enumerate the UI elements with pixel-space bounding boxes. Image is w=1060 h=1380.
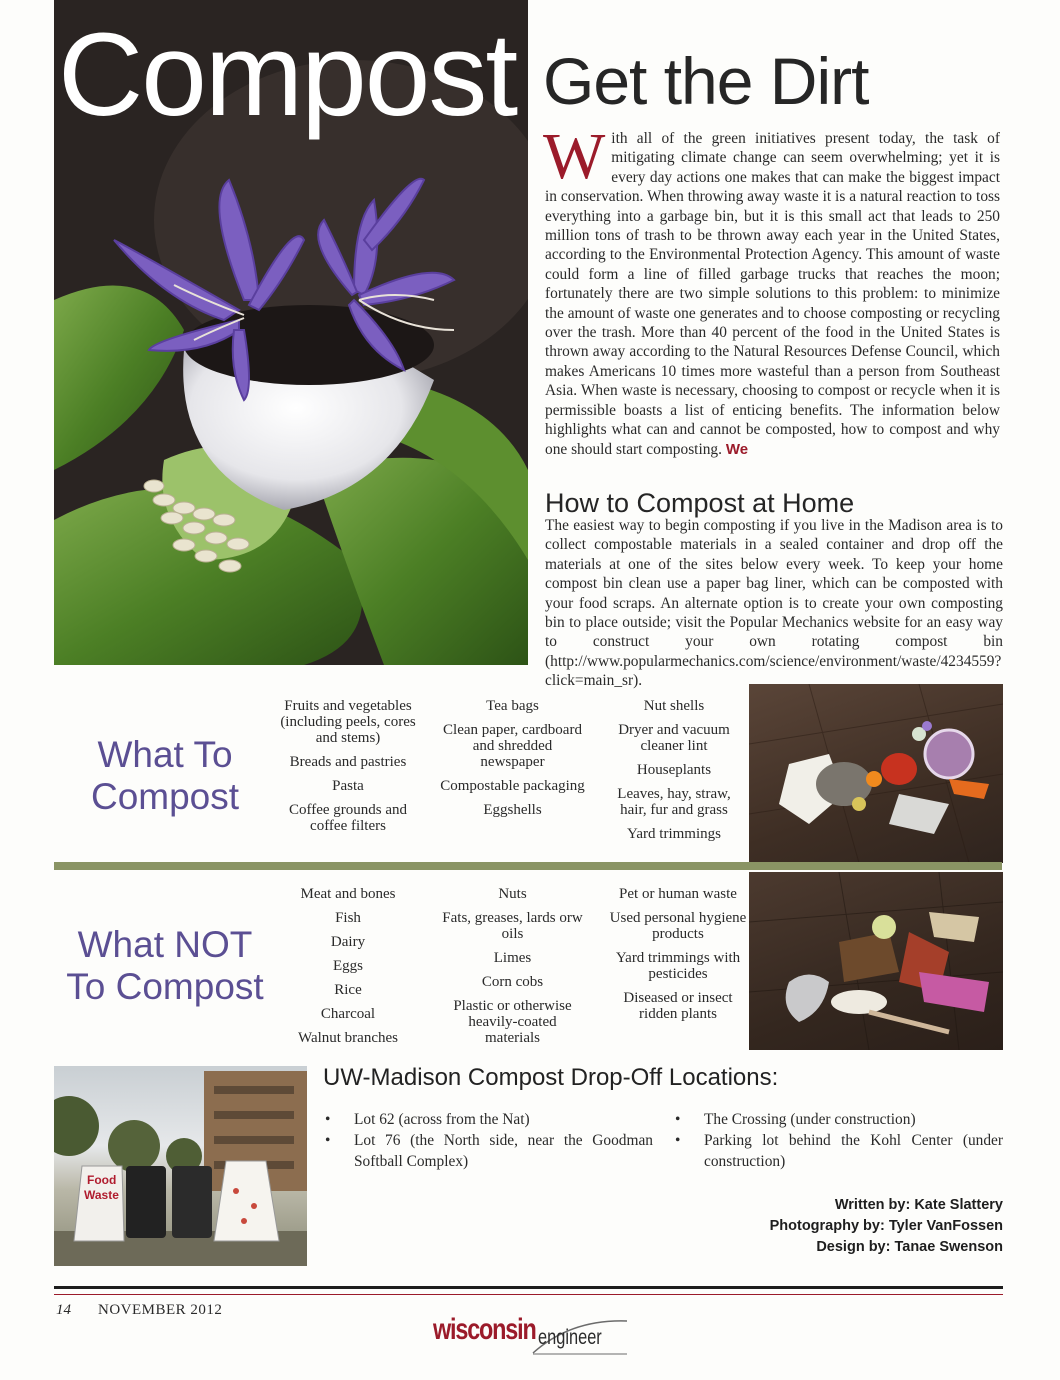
list-item: Dryer and vacuum cleaner lint xyxy=(618,722,730,754)
list-item: Breads and pastries xyxy=(289,754,407,770)
list-item: Pasta xyxy=(332,778,364,794)
dropoff-list-right xyxy=(673,1109,1003,1172)
list-item: Pet or human waste xyxy=(619,886,737,902)
non-compostable-items-photo xyxy=(749,872,1003,1050)
footer-rule-accent xyxy=(54,1294,1003,1295)
list-item: Limes xyxy=(493,950,532,966)
list-item: Tea bags xyxy=(486,698,539,714)
list-item: • Lot 76 (the North side, near the Goodman Softball Complex) xyxy=(323,1130,653,1172)
list-item: Nuts xyxy=(498,886,527,902)
page-number: 14 xyxy=(56,1302,71,1318)
logo-sub: engineer xyxy=(538,1326,602,1349)
not-compost-list-col1 xyxy=(275,886,421,1054)
list-item: • Lot 62 (across from the Nat) xyxy=(323,1109,653,1130)
footer-rule xyxy=(54,1286,1003,1289)
magazine-logo xyxy=(433,1313,602,1349)
list-item: Eggs xyxy=(333,958,363,974)
article-title: Get the Dirt xyxy=(543,44,869,118)
hero-title: Compost xyxy=(58,9,517,141)
intro-text: ith all of the green initiatives present today, the task of mitigating climate change can seem overwhelming; yet it is every day actions one makes that can make the biggest impact in conservation. When throwing away waste it is a natural reaction to toss everything into a garbage bin, but it is this small act that leads to 250 million tons of trash to be thrown away each year in the United States, according to the Environmental Protection Agency. This amount of waste could form a line of filled garbage trucks that reaches the moon; fortunately there are two simple solutions to this problem: to minimize the amount of waste one generates and to choose composting or recycling over the trash. More than 40 percent of the food in the United States is thrown away according to the Natural Resources Defense Council, which makes Americans 10 times more wasteful than a person from Southeast Asia. When waste is necessary, choosing to compost or recycle when it is permissible boasts a list of enticing benefits. The information below highlights what can and cannot be composted, how to compost and why one should start composting. xyxy=(545,130,1000,458)
list-item: Yard trimmings xyxy=(627,826,721,842)
compost-bins-photo xyxy=(54,1066,307,1266)
how-to-heading: How to Compost at Home xyxy=(545,488,855,518)
list-item: Walnut branches xyxy=(297,1030,398,1046)
compostable-items-photo xyxy=(749,684,1003,863)
what-not-to-compost-label xyxy=(58,924,272,1008)
section-divider xyxy=(54,862,1002,870)
label-line: What NOT xyxy=(77,924,253,965)
list-item: Compostable packaging xyxy=(440,778,585,794)
list-item: Clean paper, cardboard and shredded newspaper xyxy=(443,722,582,770)
intro-paragraph xyxy=(543,120,1000,459)
list-item: Corn cobs xyxy=(481,974,544,990)
compost-list-col3 xyxy=(606,698,742,850)
list-item: Used personal hygiene products xyxy=(609,910,747,942)
list-item: Charcoal xyxy=(320,1006,376,1022)
list-item: Diseased or insect ridden plants xyxy=(623,990,733,1022)
label-line: To Compost xyxy=(66,966,264,1007)
list-item: Fats, greases, lards orw oils xyxy=(442,910,583,942)
what-to-compost-label xyxy=(60,734,270,818)
list-item: • The Crossing (under construction) xyxy=(673,1109,1003,1130)
list-item: Eggshells xyxy=(483,802,542,818)
list-item: Nut shells xyxy=(643,698,705,714)
compost-list-col2 xyxy=(440,698,585,826)
list-item: Coffee grounds and coffee filters xyxy=(288,802,408,834)
dropoff-list-left xyxy=(323,1109,653,1172)
dropoff-heading: UW-Madison Compost Drop-Off Locations: xyxy=(323,1064,779,1091)
drop-cap: W xyxy=(543,120,606,193)
end-mark-logo: We xyxy=(725,440,749,458)
list-item: Leaves, hay, straw, hair, fur and grass xyxy=(617,786,731,818)
list-item: • Parking lot behind the Kohl Center (under construction) xyxy=(673,1130,1003,1172)
not-compost-list-col2 xyxy=(440,886,585,1054)
list-item: Meat and bones xyxy=(300,886,396,902)
label-line: What To xyxy=(97,734,233,775)
sign-text: Food xyxy=(87,1173,117,1187)
design-credit: Design by: Tanae Swenson xyxy=(816,1239,1003,1255)
photo-credit: Photography by: Tyler VanFossen xyxy=(769,1218,1003,1234)
label-line: Compost xyxy=(90,776,240,817)
not-compost-list-col3 xyxy=(606,886,750,1030)
list-item: Rice xyxy=(334,982,362,998)
list-item: Fruits and vegetables (including peels, cores and stems) xyxy=(280,698,416,746)
how-to-body: The easiest way to begin composting if you live in the Madison area is to collect compostable materials in a sealed container and drop off the materials at one of the sites below every week. To keep your home compost bin clean use a paper bag liner, which can be composted with your food scraps. An alternate option is to create your own composting bin to place outside; visit the Popular Mechanics website for an easy way to construct your own rotating compost bin (http://www.popularmechanics.com/science/environment/waste/4234559?click=main_sr). xyxy=(545,517,1003,690)
list-item: Plastic or otherwise heavily-coated materials xyxy=(453,998,572,1046)
sign-text: Waste xyxy=(84,1188,119,1202)
writer-credit: Written by: Kate Slattery xyxy=(834,1197,1003,1213)
issue-date: NOVEMBER 2012 xyxy=(98,1302,223,1318)
list-item: Fish xyxy=(335,910,361,926)
compost-list-col1 xyxy=(275,698,421,842)
list-item: Yard trimmings with pesticides xyxy=(615,950,741,982)
logo-main: wisconsin xyxy=(433,1313,536,1346)
list-item: Dairy xyxy=(330,934,366,950)
list-item: Houseplants xyxy=(636,762,712,778)
